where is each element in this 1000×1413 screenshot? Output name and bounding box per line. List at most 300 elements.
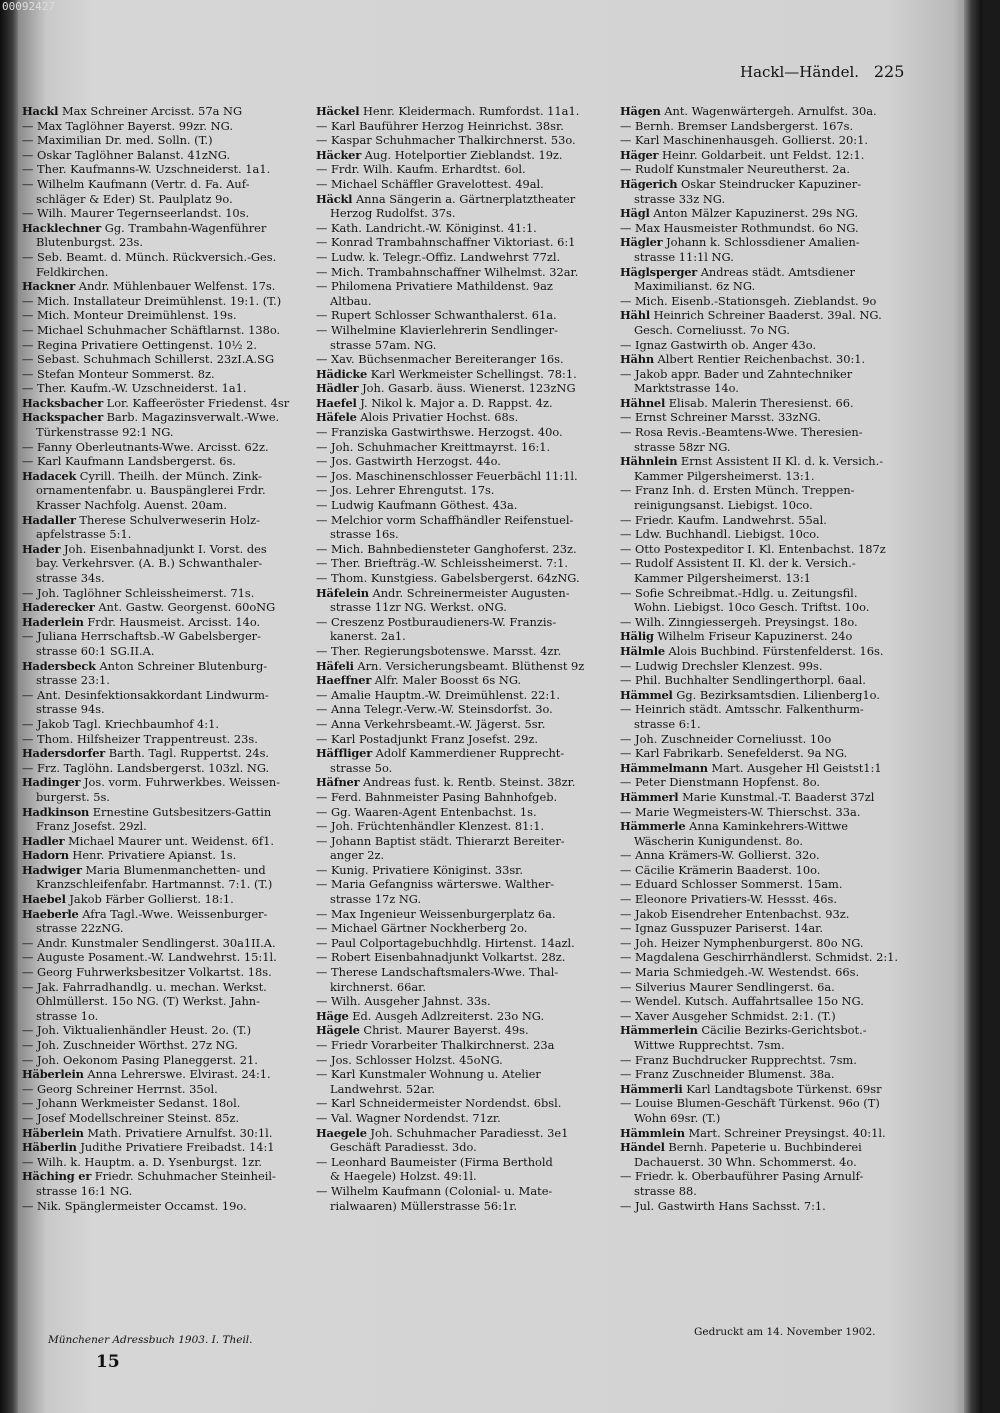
entry-text: — Mich. Trambahnschaffner Wilhelmst. 32ar.: [316, 264, 579, 279]
entry-text: Henr. Kleidermach. Rumfordst. 11a1.: [362, 104, 580, 118]
directory-entry-line: [316, 556, 614, 571]
directory-entry-line: [620, 892, 926, 907]
directory-entry-line: [620, 994, 926, 1009]
entry-text: strasse 22zNG.: [36, 921, 124, 936]
entry-text: — Eduard Schlosser Sommerst. 15am.: [620, 877, 843, 892]
directory-entry: [316, 1023, 614, 1038]
entry-surname: Hägerich: [620, 176, 678, 191]
directory-entry: [22, 221, 310, 236]
directory-entry-line: [316, 1067, 614, 1082]
footer-caption: Münchener Adressbuch 1903. I. Theil.: [48, 1334, 253, 1346]
directory-entry-line: [316, 323, 614, 338]
directory-entry: [620, 688, 926, 703]
directory-entry-line: [620, 1009, 926, 1024]
entry-text: — Jos. Gastwirth Herzogst. 44o.: [316, 454, 501, 469]
entry-text: Ed. Ausgeh Adlzreiterst. 23o NG.: [352, 1008, 545, 1023]
directory-entry-line: [620, 732, 926, 747]
entry-text: Friedr. Schuhmacher Steinheil-: [94, 1169, 276, 1184]
directory-entry: [620, 1023, 926, 1038]
entry-text: ornamentenfabr. u. Bauspänglerei Frdr.: [36, 483, 266, 498]
entry-text: — Karl Kaufmann Landsbergerst. 6s.: [22, 454, 236, 469]
entry-surname: Hadersbeck: [22, 658, 96, 673]
entry-text: Alfr. Maler Boosst 6s NG.: [374, 673, 522, 688]
entry-text: — Johann Baptist städt. Thierarzt Bereiter-: [316, 833, 565, 848]
entry-text: Barth. Tagl. Ruppertst. 24s.: [108, 746, 270, 761]
entry-text: Landwehrst. 52ar.: [330, 1081, 436, 1096]
entry-text: Gg. Bezirksamtsdien. Lilienberg1o.: [676, 687, 880, 702]
directory-entry-line: [316, 688, 614, 703]
directory-entry-line: [22, 732, 310, 747]
entry-text: Ernst Assistent II Kl. d. k. Versich.-: [680, 454, 884, 469]
directory-entry-line: [620, 513, 926, 528]
entry-text: Gg. Trambahn-Wagenführer: [104, 220, 267, 235]
entry-text: — Karl Postadjunkt Franz Josefst. 29z.: [316, 731, 538, 746]
entry-text: — Otto Postexpeditor I. Kl. Entenbachst. 187z: [620, 541, 886, 556]
directory-entry-line: [22, 1184, 310, 1199]
entry-text: strasse 94s.: [36, 702, 105, 717]
entry-text: — Anna Krämers-W. Gollierst. 32o.: [620, 848, 820, 863]
entry-text: Joh. Gasarb. äuss. Wienerst. 123zNG: [362, 381, 576, 396]
directory-entry-line: [22, 1155, 310, 1170]
directory-entry: [22, 396, 310, 411]
directory-entry-line: [316, 629, 614, 644]
directory-entry-line: [316, 294, 614, 309]
directory-entry-line: [316, 615, 614, 630]
entry-surname: Hägler: [620, 235, 663, 250]
entry-text: — Andr. Kunstmaler Sendlingerst. 30a1II.A.: [22, 935, 276, 950]
entry-text: — Karl Schneidermeister Nordendst. 6bsl.: [316, 1096, 562, 1111]
entry-surname: Hämmerl: [620, 789, 679, 804]
directory-entry-line: [316, 950, 614, 965]
entry-surname: Häcker: [316, 147, 362, 162]
directory-entry-line: [620, 965, 926, 980]
directory-entry-line: [22, 498, 310, 513]
entry-text: — Fanny Oberleutnants-Wwe. Arcisst. 62z.: [22, 439, 269, 454]
directory-entry-line: [316, 761, 614, 776]
directory-entry-line: [22, 673, 310, 688]
directory-entry-line: [620, 1038, 926, 1053]
entry-text: apfelstrasse 5:1.: [36, 527, 132, 542]
directory-entry-line: [620, 162, 926, 177]
entry-surname: Hadacek: [22, 468, 77, 483]
scan-id: 00092427: [2, 0, 55, 13]
directory-entry-line: [22, 877, 310, 892]
entry-text: — Jakob Eisendreher Entenbachst. 93z.: [620, 906, 850, 921]
directory-entry: [316, 1126, 614, 1141]
directory-entry: [620, 265, 926, 280]
entry-text: — Wilhelm Kaufmann (Vertr. d. Fa. Auf-: [22, 176, 250, 191]
entry-text: — Joh. Zuschneider Wörthst. 27z NG.: [22, 1038, 238, 1052]
entry-text: — Rosa Revis.-Beamtens-Wwe. Theresien-: [620, 425, 863, 440]
entry-text: Henr. Privatiere Apianst. 1s.: [72, 848, 237, 863]
directory-entry-line: [620, 119, 926, 134]
directory-entry: [620, 206, 926, 221]
entry-text: Lor. Kaffeeröster Friedenst. 4sr: [106, 395, 290, 410]
entry-text: Heinrich Schreiner Baaderst. 39al. NG.: [653, 308, 882, 323]
directory-entry-line: [620, 571, 926, 586]
directory-entry: [316, 104, 614, 119]
entry-surname: Hähn: [620, 352, 654, 367]
directory-entry-line: [620, 950, 926, 965]
entry-text: strasse 33z NG.: [634, 191, 726, 206]
entry-text: — Louise Blumen-Geschäft Türkenst. 96o (T): [620, 1096, 880, 1111]
entry-text: — Ignaz Gusspuzer Pariserst. 14ar.: [620, 921, 823, 936]
directory-entry-line: [316, 892, 614, 907]
entry-text: — Anna Telegr.-Verw.-W. Steinsdorfst. 3o.: [316, 702, 553, 717]
directory-entry-line: [316, 644, 614, 659]
entry-surname: Hädicke: [316, 366, 368, 381]
directory-entry: [620, 761, 926, 776]
directory-entry-line: [316, 1184, 614, 1199]
directory-entry-line: [316, 454, 614, 469]
directory-entry-line: [620, 556, 926, 571]
directory-entry-line: [22, 323, 310, 338]
directory-entry: [22, 104, 310, 119]
directory-entry-line: [22, 177, 310, 192]
directory-entry-line: [22, 425, 310, 440]
entry-surname: Hacksbacher: [22, 395, 103, 410]
directory-entry-line: [620, 221, 926, 236]
entry-text: — Max Taglöhner Bayerst. 99zr. NG.: [22, 118, 233, 133]
directory-entry-line: [22, 308, 310, 323]
directory-entry-line: [22, 1096, 310, 1111]
directory-entry-line: [316, 877, 614, 892]
entry-text: — Rupert Schlosser Schwanthalerst. 61a.: [316, 308, 557, 323]
entry-surname: Hämmerlein: [620, 1023, 698, 1038]
directory-entry-line: [316, 1053, 614, 1068]
entry-text: — Jos. Lehrer Ehrengutst. 17s.: [316, 483, 495, 498]
directory-entry-line: [316, 221, 614, 236]
entry-text: — Franziska Gastwirthswe. Herzogst. 40o.: [316, 425, 563, 440]
directory-entry: [22, 863, 310, 878]
entry-text: rialwaaren) Müllerstrasse 56:1r.: [330, 1198, 518, 1213]
directory-entry-line: [316, 732, 614, 747]
entry-text: Wohn. Liebigst. 10co Gesch. Triftst. 10o.: [634, 600, 870, 615]
directory-entry: [22, 542, 310, 557]
directory-entry-line: [316, 440, 614, 455]
entry-surname: Hägen: [620, 104, 661, 118]
entry-text: Andr. Mühlenbauer Welfenst. 17s.: [78, 279, 276, 294]
directory-entry: [620, 235, 926, 250]
entry-text: kirchnerst. 66ar.: [330, 979, 426, 994]
entry-text: — Rudolf Kunstmaler Neureutherst. 2a.: [620, 162, 850, 177]
entry-surname: Hähnlein: [620, 454, 678, 469]
entry-text: strasse 58zr NG.: [634, 439, 731, 454]
directory-entry-line: [316, 498, 614, 513]
directory-entry-line: [620, 775, 926, 790]
directory-entry-line: [620, 936, 926, 951]
directory-entry: [22, 892, 310, 907]
directory-entry-line: [316, 1155, 614, 1170]
directory-entry: [620, 177, 926, 192]
entry-text: — Leonhard Baumeister (Firma Berthold: [316, 1154, 553, 1169]
entry-text: — Joh. Viktualienhändler Heust. 2o. (T.): [22, 1023, 252, 1038]
entry-text: — Wilhelm Kaufmann (Colonial- u. Mate-: [316, 1183, 553, 1198]
directory-entry-line: [316, 1140, 614, 1155]
entry-text: — Jakob appr. Bader und Zahntechniker: [620, 366, 853, 381]
directory-entry-line: [316, 119, 614, 134]
directory-entry-line: [22, 381, 310, 396]
entry-text: — Michael Gärtner Nockherberg 2o.: [316, 921, 528, 936]
directory-entry: [620, 396, 926, 411]
entry-text: Ernestine Gutsbesitzers-Gattin: [92, 804, 272, 819]
entry-text: strasse 11:1l NG.: [634, 249, 734, 264]
entry-text: — Ther. Briefträg.-W. Schleissheimerst. 7:1.: [316, 556, 569, 571]
directory-entry-line: [316, 527, 614, 542]
entry-text: — Auguste Posament.-W. Landwehrst. 15:1l.: [22, 950, 277, 965]
entry-text: strasse 11zr NG. Werkst. oNG.: [330, 600, 507, 615]
entry-text: Anna Sängerin a. Gärtnerplatztheater: [355, 191, 576, 206]
directory-entry-line: [22, 688, 310, 703]
directory-entry-line: [316, 425, 614, 440]
directory-entry-line: [316, 1038, 614, 1053]
directory-entry-line: [22, 338, 310, 353]
directory-entry: [620, 352, 926, 367]
directory-entry-line: [22, 790, 310, 805]
directory-entry-line: [316, 250, 614, 265]
entry-text: Jos. vorm. Fuhrwerkbes. Weissen-: [83, 775, 281, 790]
directory-entry-line: [316, 1111, 614, 1126]
directory-entry-line: [620, 527, 926, 542]
directory-entry: [620, 308, 926, 323]
entry-text: strasse 16:1 NG.: [36, 1183, 133, 1198]
directory-entry-line: [22, 1111, 310, 1126]
directory-entry-line: [316, 162, 614, 177]
entry-text: — Kath. Landricht.-W. Königinst. 41:1.: [316, 220, 537, 235]
directory-entry: [316, 586, 614, 601]
entry-text: Wohn 69sr. (T.): [634, 1110, 721, 1125]
directory-entry-line: [620, 615, 926, 630]
entry-text: Andreas fust. k. Rentb. Steinst. 38zr.: [363, 775, 576, 790]
entry-text: — Therese Landschaftsmalers-Wwe. Thal-: [316, 965, 559, 980]
directory-entry-line: [22, 936, 310, 951]
entry-text: Aug. Hotelportier Zieblandst. 19z.: [364, 147, 563, 162]
entry-surname: Häckl: [316, 191, 353, 206]
directory-entry: [620, 629, 926, 644]
directory-entry-line: [620, 469, 926, 484]
entry-text: reinigungsanst. Liebigst. 10co.: [634, 498, 813, 513]
entry-surname: Hämmelmann: [620, 760, 708, 775]
directory-entry-line: [316, 133, 614, 148]
directory-entry-line: [22, 454, 310, 469]
directory-entry-line: [316, 819, 614, 834]
entry-text: Gesch. Corneliusst. 7o NG.: [634, 322, 790, 337]
directory-entry: [22, 615, 310, 630]
entry-text: — Georg Fuhrwerksbesitzer Volkartst. 18s.: [22, 965, 272, 980]
entry-text: Anna Kaminkehrers-Wittwe: [689, 819, 848, 834]
entry-text: — Marie Wegmeisters-W. Thierschst. 33a.: [620, 804, 861, 819]
entry-text: Therese Schulverweserin Holz-: [79, 512, 261, 527]
entry-text: — Johann Werkmeister Sedanst. 18ol.: [22, 1096, 241, 1111]
entry-text: — Wilh. Maurer Tegernseerlandst. 10s.: [22, 206, 250, 221]
directory-entry-line: [620, 1199, 926, 1214]
entry-text: — Maximilian Dr. med. Solln. (T.): [22, 133, 213, 148]
directory-entry-line: [316, 600, 614, 615]
entry-text: — Mich. Bahnbediensteter Ganghoferst. 23z.: [316, 541, 577, 556]
entry-text: — Ernst Schreiner Marsst. 33zNG.: [620, 410, 821, 425]
entry-text: Math. Privatiere Arnulfst. 30:1l.: [87, 1125, 273, 1140]
entry-surname: Hadaller: [22, 512, 76, 527]
entry-text: — Jakob Tagl. Kriechbaumhof 4:1.: [22, 716, 219, 731]
entry-text: — Eleonore Privatiers-W. Hessst. 46s.: [620, 892, 837, 907]
entry-text: — Karl Fabrikarb. Senefelderst. 9a NG.: [620, 746, 848, 761]
directory-entry: [316, 192, 614, 207]
entry-text: — Kaspar Schuhmacher Thalkirchnerst. 53o.: [316, 133, 576, 148]
entry-text: Blutenburgst. 23s.: [36, 235, 143, 250]
directory-entry-line: [22, 819, 310, 834]
entry-text: Andr. Schreinermeister Augusten-: [372, 585, 570, 600]
directory-entry: [22, 1140, 310, 1155]
directory-entry-line: [22, 294, 310, 309]
directory-entry-line: [316, 352, 614, 367]
entry-text: — Joh. Taglöhner Schleissheimerst. 71s.: [22, 585, 255, 600]
directory-entry: [316, 673, 614, 688]
directory-entry-line: [620, 702, 926, 717]
directory-entry-line: [620, 542, 926, 557]
directory-entry-line: [620, 848, 926, 863]
directory-entry-line: [620, 294, 926, 309]
entry-surname: Häger: [620, 147, 659, 162]
directory-entry: [620, 148, 926, 163]
entry-text: Alois Privatier Hochst. 68s.: [360, 410, 519, 425]
entry-text: Kranzschleifenfabr. Hartmannst. 7:1. (T.): [36, 877, 273, 892]
directory-entry-line: [316, 805, 614, 820]
entry-text: Anton Mälzer Kapuzinerst. 29s NG.: [653, 206, 859, 221]
directory-entry-line: [22, 644, 310, 659]
entry-text: — Ther. Kaufm.-W. Uzschneiderst. 1a1.: [22, 381, 247, 396]
entry-text: — Friedr. k. Oberbauführer Pasing Arnulf-: [620, 1169, 864, 1184]
directory-entry-line: [22, 235, 310, 250]
entry-surname: Häfele: [316, 410, 357, 425]
directory-entry-line: [620, 1096, 926, 1111]
directory-entry: [22, 907, 310, 922]
entry-text: Wäscherin Kunigundenst. 8o.: [634, 833, 803, 848]
entry-text: — Ldw. Buchhandl. Liebigst. 10co.: [620, 527, 820, 542]
entry-text: Judithe Privatiere Freibadst. 14:1: [80, 1140, 275, 1155]
directory-entry-line: [22, 994, 310, 1009]
entry-text: burgerst. 5s.: [36, 789, 110, 804]
entry-text: — Val. Wagner Nordendst. 71zr.: [316, 1110, 501, 1125]
entry-surname: Hädler: [316, 381, 359, 396]
directory-entry-line: [316, 308, 614, 323]
directory-entry: [22, 600, 310, 615]
entry-text: — Joh. Schuhmacher Kreittmayrst. 16:1.: [316, 439, 551, 454]
print-date: Gedruckt am 14. November 1902.: [694, 1326, 876, 1338]
directory-entry-line: [620, 483, 926, 498]
directory-entry-line: [22, 133, 310, 148]
entry-text: — Wilh. Zinngiessergeh. Preysingst. 18o.: [620, 614, 858, 629]
entry-text: — Franz Zuschneider Blumenst. 38a.: [620, 1067, 835, 1082]
entry-text: Krasser Nachfolg. Auenst. 20am.: [36, 498, 227, 513]
directory-entry: [316, 1009, 614, 1024]
directory-entry-line: [620, 250, 926, 265]
directory-entry-line: [620, 659, 926, 674]
entry-text: — Thom. Hilfsheizer Trappentreust. 23s.: [22, 731, 258, 746]
directory-entry-line: [22, 1038, 310, 1053]
directory-entry: [620, 104, 926, 119]
directory-entry-line: [316, 469, 614, 484]
entry-text: — Amalie Hauptm.-W. Dreimühlenst. 22:1.: [316, 687, 561, 702]
entry-text: strasse 17z NG.: [330, 892, 422, 907]
entry-text: Franz Josefst. 29zl.: [36, 819, 147, 834]
directory-entry: [620, 644, 926, 659]
directory-entry-line: [22, 483, 310, 498]
entry-text: — Joh. Oekonom Pasing Planeggerst. 21.: [22, 1052, 258, 1067]
entry-text: — Ant. Desinfektionsakkordant Lindwurm-: [22, 687, 269, 702]
directory-entry-line: [22, 1082, 310, 1097]
entry-text: — Creszenz Postburaudieners-W. Franzis-: [316, 614, 557, 629]
directory-entry-line: [316, 1096, 614, 1111]
entry-text: strasse 88.: [634, 1183, 697, 1198]
entry-surname: Hacklechner: [22, 220, 102, 235]
directory-entry-line: [22, 1009, 310, 1024]
footer-signature-number: 15: [96, 1352, 120, 1372]
entry-text: — Xav. Büchsenmacher Bereiteranger 16s.: [316, 352, 564, 367]
directory-entry: [316, 367, 614, 382]
directory-entry-line: [620, 410, 926, 425]
directory-entry-line: [22, 950, 310, 965]
entry-text: — Nik. Spänglermeister Occamst. 19o.: [22, 1198, 247, 1213]
directory-entry-line: [316, 338, 614, 353]
entry-text: Maria Blumenmanchetten- und: [85, 862, 266, 877]
directory-entry-line: [620, 717, 926, 732]
entry-text: Cyrill. Theilh. der Münch. Zink-: [79, 468, 262, 483]
directory-entry: [22, 775, 310, 790]
directory-entry-line: [620, 863, 926, 878]
entry-text: — Ludwig Drechsler Klenzest. 99s.: [620, 658, 823, 673]
directory-entry-line: [620, 1111, 926, 1126]
entry-surname: Häberlein: [22, 1067, 84, 1082]
directory-entry-line: [316, 279, 614, 294]
entry-text: Heinr. Goldarbeit. unt Feldst. 12:1.: [661, 147, 865, 162]
entry-text: — Juliana Herrschaftsb.-W Gabelsberger-: [22, 629, 261, 644]
directory-entry: [316, 746, 614, 761]
entry-text: — Sofie Schreibmat.-Hdlg. u. Zeitungsfil.: [620, 585, 858, 600]
directory-entry-line: [620, 1184, 926, 1199]
directory-entry-line: [620, 1067, 926, 1082]
directory-entry-line: [316, 936, 614, 951]
entry-text: — Wendel. Kutsch. Auffahrtsallee 15o NG.: [620, 994, 864, 1009]
entry-text: — Ludw. k. Telegr.-Offiz. Landwehrst 77zl.: [316, 249, 561, 264]
entry-text: schläger & Eder) St. Paulplatz 9o.: [36, 191, 233, 206]
directory-entry-line: [316, 702, 614, 717]
directory-entry-line: [316, 513, 614, 528]
entry-text: Ant. Gastw. Georgenst. 60oNG: [98, 600, 276, 615]
directory-entry-line: [316, 980, 614, 995]
column-3: [620, 104, 926, 1213]
directory-entry-line: [620, 586, 926, 601]
entry-text: Bernh. Papeterie u. Buchbinderei: [668, 1140, 862, 1155]
entry-surname: Haeberle: [22, 906, 79, 921]
entry-surname: Hadersdorfer: [22, 746, 106, 761]
entry-text: — Joh. Heizer Nymphenburgerst. 80o NG.: [620, 935, 864, 950]
entry-surname: Häfelein: [316, 585, 369, 600]
directory-entry-line: [316, 235, 614, 250]
directory-entry-line: [22, 352, 310, 367]
entry-text: — Regina Privatiere Oettingenst. 10½ 2.: [22, 337, 258, 352]
directory-entry-line: [316, 790, 614, 805]
directory-entry-line: [22, 527, 310, 542]
entry-surname: Hadinger: [22, 775, 81, 790]
entry-surname: Hämmerle: [620, 819, 686, 834]
directory-entry-line: [316, 834, 614, 849]
directory-entry: [620, 790, 926, 805]
entry-text: Joh. Eisenbahnadjunkt I. Vorst. des: [63, 541, 267, 556]
directory-entry-line: [620, 877, 926, 892]
entry-text: Marie Kunstmal.-T. Baaderst 37zl: [682, 789, 875, 804]
directory-entry: [316, 659, 614, 674]
directory-entry-line: [22, 965, 310, 980]
